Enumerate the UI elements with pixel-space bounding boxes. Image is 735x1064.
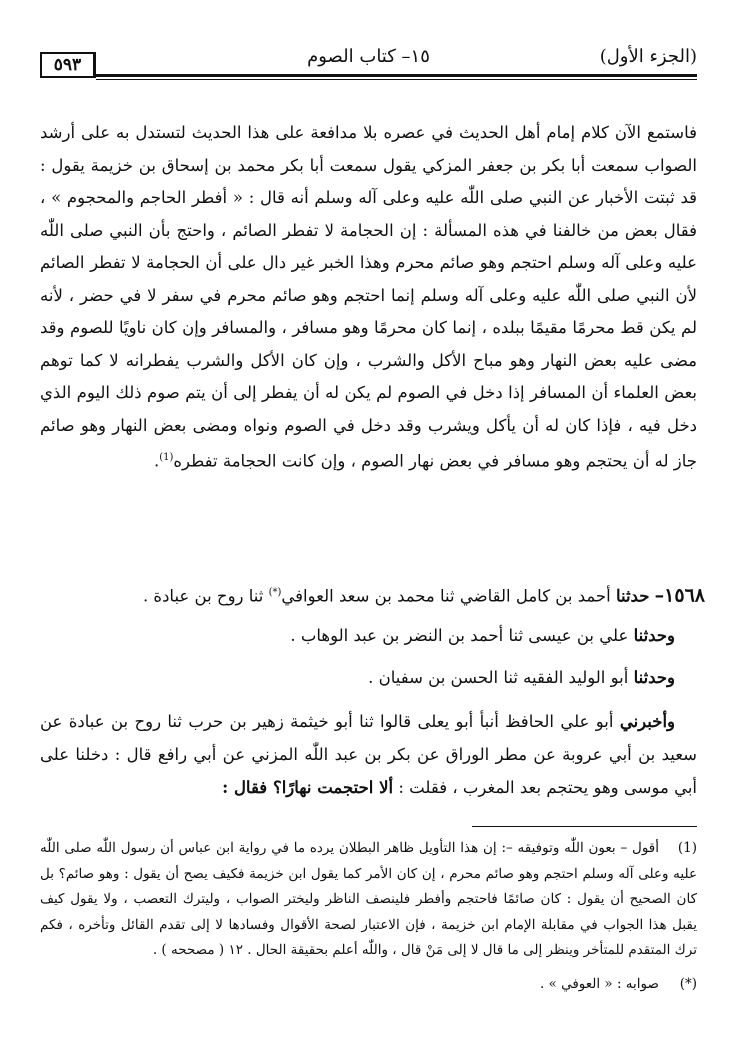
footnote-2 — [40, 972, 697, 998]
hadith-number: ١٥٦٨– — [654, 584, 705, 607]
paragraph-text: فاستمع الآن كلام إمام أهل الحديث في عصره بلا مدافعة على هذا الحديث لتستدل به على أرشد الصواب سمعت أبا بكر بن جعفر المزكي يقول سمعت أبا بكر محمد بن إسحاق بن خزيمة يقول : قد ثبتت الأخبار عن النبي صلى اللّٰه عليه وعلى آله وسلم أنه قال : « أفطر الحاجم والمحجوم » ، فقال بعض من خالفنا في هذه المسألة : إن الحجامة لا تفطر الصائم ، واحتج بأن النبي صلى اللّٰه عليه وعلى آله وسلم احتجم وهو صائم محرم وهذا الخبر غير دال على أن الحجامة لا تفطر الصائم لأن النبي صلى اللّٰه عليه وعلى آله وسلم إنما احتجم وهو صائم محرم في سفر لا في حضر ، لأنه لم يكن قط محرمًا مقيمًا ببلده ، إنما كان محرمًا وهو مسافر ، والمسافر وإن كان ناويًا للصوم وقد مضى عليه بعض النهار وهو مباح الأكل والشرب ، وإن كان الأكل والشرب يفطرانه لا كما توهم بعض العلماء أن المسافر إذا دخل في الصوم لم يكن له أن يفطر إلى أن يتم صوم ذلك اليوم الذي دخل فيه ، فإذا كان له أن يأكل ويشرب وقد دخل في الصوم ونواه ومضى بعض النهار وهو صائم جاز له أن يحتجم وهو مسافر في بعض نهار الصوم ، وإن كانت الحجامة تفطره — [40, 123, 697, 471]
page-header — [40, 44, 697, 84]
paragraph-end: . — [153, 451, 160, 471]
hadith-rest-1: ثنا روح بن عبادة . — [142, 586, 264, 606]
hadith-text-1: أحمد بن كامل القاضي ثنا محمد بن سعد العوافي — [281, 586, 611, 606]
header-rule — [96, 74, 697, 77]
hadith-text-4: أبو علي الحافظ أنبأ أبو يعلى قالوا ثنا أبو خيثمة زهير بن حرب ثنا روح بن عبادة عن سعيد بن أبي عروبة عن مطر الوراق عن بكر بن عبد اللّٰه المزني عن أبي رافع قال : دخلنا على أبي موسى وهو يحتجم بعد المغرب ، فقلت : — [40, 712, 697, 797]
hadith-lead-1: حدثنا — [615, 586, 650, 606]
hadith-line-2 — [40, 620, 675, 652]
part-title: (الجزء الأول) — [599, 46, 697, 67]
hadith-lead-2: وحدثنا — [633, 626, 675, 645]
hadith-line-1 — [40, 577, 705, 613]
hadith-lead-3: وحدثنا — [633, 668, 675, 687]
footnote-1 — [40, 836, 697, 964]
footnote-rule — [472, 826, 697, 827]
footnote-ref-1: (1) — [159, 452, 174, 463]
hadith-text-2: علي بن عيسى ثنا أحمد بن النضر بن عبد الوهاب . — [290, 626, 629, 645]
page-number: ٥٩٣ — [40, 52, 96, 78]
header-rule-thin — [96, 79, 697, 80]
footnotes — [40, 836, 697, 997]
footnote-1-text: أقول – بعون اللّٰه وتوفيقه –: إن هذا التأويل ظاهر البطلان يرده ما في رواية ابن عباس أن رسول اللّٰه صلى اللّٰه عليه وعلى آله وسلم احتجم وهو صائم محرم ، إن كان الأمر كما يقول ابن خزيمة فكيف يصح أن يقول : وهو صائم؟ بل كان الصحيح أن يقول : كان صائمًا فاحتجم وأفطر فلينصف الناظر وليختر الصواب ، وليترك التعصب ، ولا يقول كيف يقبل هذا الجواب في مقابلة الإمام ابن خزيمة ، فإن الاعتبار لصحة الأقوال وفسادها لا إلى تقدم القائل وتأخره ، فكم ترك المتقدم للمتأخر وينظر إلى ما قال لا إلى مَنْ قال ، واللّٰه أعلم بحقيقة الحال . ١٢ ( مصححه ) . — [40, 840, 697, 958]
hadith-question: ألا احتجمت نهارًا؟ فقال : — [222, 778, 394, 797]
footnote-2-label: (*) — [679, 975, 697, 992]
chapter-title: ١٥– كتاب الصوم — [307, 46, 430, 67]
hadith-text-3: أبو الوليد الفقيه ثنا الحسن بن سفيان . — [368, 668, 629, 687]
hadith-line-4 — [40, 705, 697, 804]
footnote-2-text: صوابه : « العوفي » . — [539, 975, 659, 992]
hadith-lead-4: وأخبرني — [619, 712, 675, 731]
hadith-line-3 — [40, 662, 675, 694]
footnote-1-label: (1) — [677, 840, 697, 856]
main-paragraph — [40, 117, 697, 478]
footnote-ref-star: (*) — [268, 587, 282, 598]
